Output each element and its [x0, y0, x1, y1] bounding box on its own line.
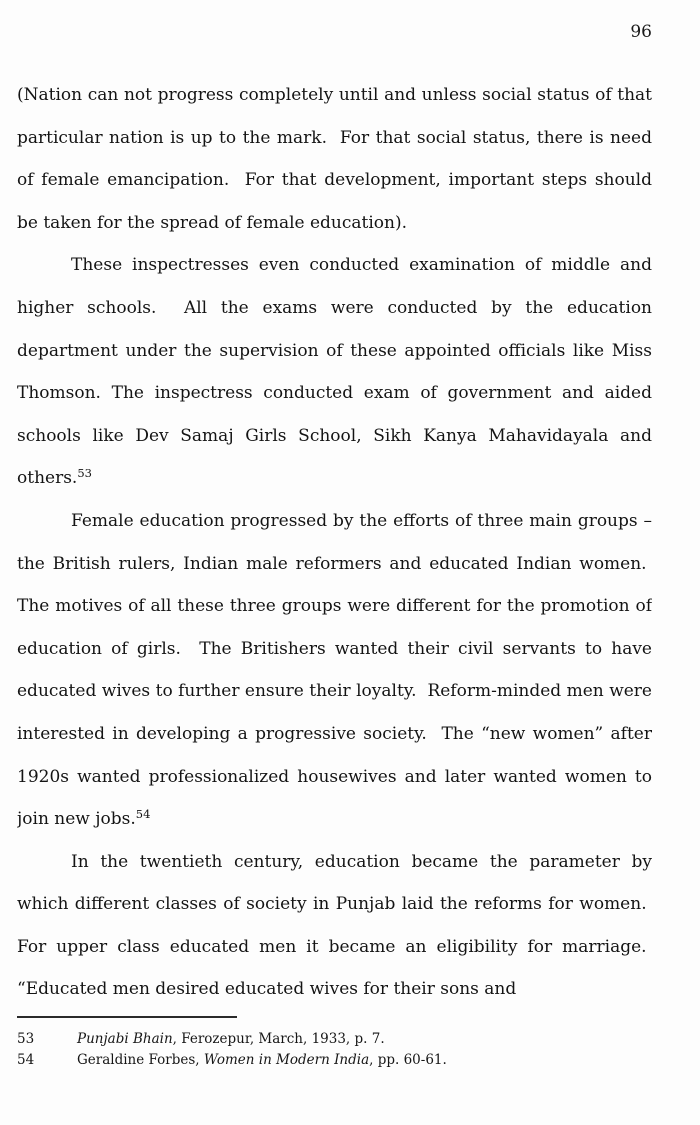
footnote-text	[77, 1050, 652, 1071]
footnote-item	[17, 1029, 652, 1050]
italic-text: Women in Modern India	[203, 1052, 370, 1068]
text-run: , Ferozepur, March, 1933, p. 7.	[172, 1031, 385, 1047]
footnote-ref: 53	[77, 466, 92, 481]
text-run: In the twentieth century, education became the parameter by which different classes of society in Punjab laid the reforms for women. For upper class educated men it became an eligibility for marriage. “Educated men desired educated wives for their sons and	[17, 851, 652, 1000]
footnote-number: 54	[17, 1052, 35, 1068]
paragraph	[17, 244, 652, 500]
footnote-item	[17, 1050, 652, 1071]
text-run: (Nation can not progress completely until and unless social status of that particular nation is up to the mark. For that social status, there is need of female emancipation. For that development, important steps should be taken for the spread of female education).	[17, 85, 652, 233]
footnote-ref: 54	[135, 807, 151, 822]
page-number: 96	[630, 22, 652, 42]
footnotes	[17, 1016, 652, 1071]
paragraph	[17, 500, 652, 841]
footnote-separator	[17, 1016, 237, 1018]
footnote-list	[17, 1029, 652, 1071]
body-text	[17, 74, 652, 1016]
text-run: Geraldine Forbes,	[77, 1052, 204, 1068]
italic-text: Punjabi Bhain	[77, 1031, 173, 1047]
footnote-number: 53	[17, 1031, 35, 1047]
text-run: These inspectresses even conducted examination of middle and higher schools. All the exams were conducted by the education department under the supervision of these appointed officials like Miss Thomson. The inspectress conducted exam of government and aided schools like Dev Samaj Girls School, Sikh Kanya Mahavidayala and others.	[17, 255, 652, 489]
footnote-text	[77, 1029, 652, 1050]
paragraph	[17, 841, 652, 1011]
text-run: , pp. 60-61.	[369, 1052, 447, 1068]
paragraph	[17, 74, 652, 244]
text-run: Female education progressed by the efforts of three main groups – the British rulers, Indian male reformers and educated Indian women. The motives of all these three groups were different for the promotion of education of girls. The Britishers wanted their civil servants to have educated wives to further ensure their loyalty. Reform-minded men were interested in developing a progressive society. The “new women” after 1920s wanted professionalized housewives and later wanted women to join new jobs.	[17, 510, 652, 830]
